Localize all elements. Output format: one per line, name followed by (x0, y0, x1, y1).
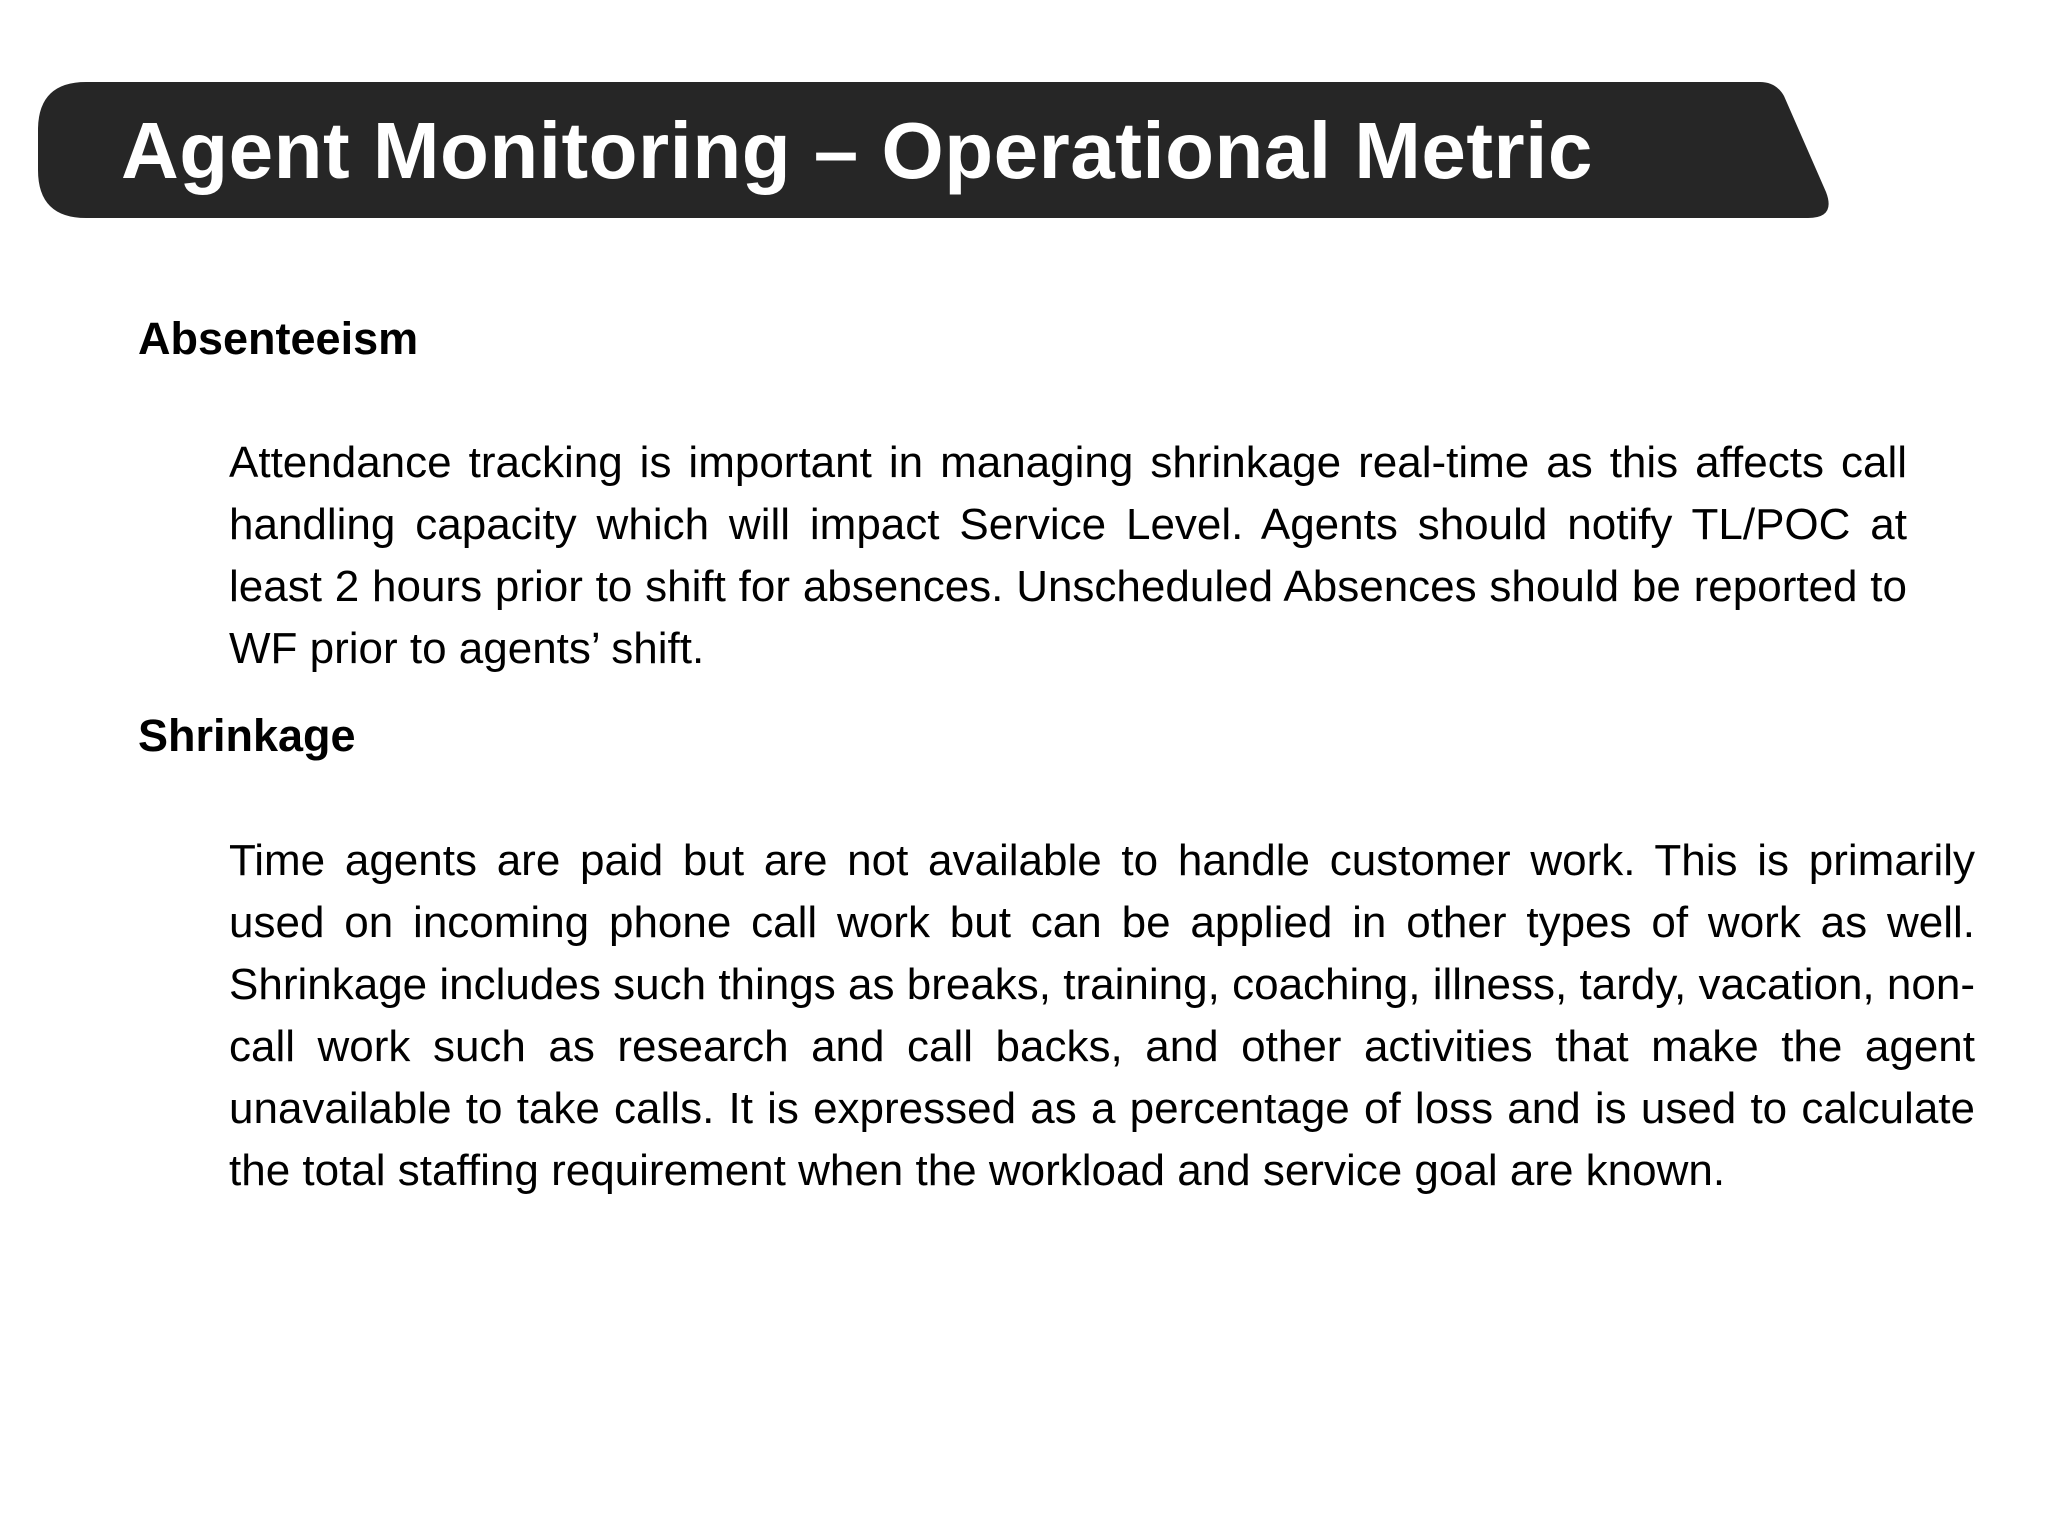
section-heading-absenteeism: Absenteeism (138, 313, 419, 364)
page-title: Agent Monitoring – Operational Metric (121, 106, 1593, 195)
title-banner (38, 82, 1838, 220)
section-body-absenteeism: Attendance tracking is important in managing shrinkage real-time as this affects call handling capacity which will impact Service Level. Agents should notify TL/POC at least 2 hours prior to shift for absences. Unscheduled Absences should be reported to WF prior to agents’ shift. (229, 438, 1907, 673)
section-body-shrinkage: Time agents are paid but are not available to handle customer work. This is primarily used on incoming phone call work but can be applied in other types of work as well. Shrinkage includes such things as breaks, training, coaching, illness, tardy, vacation, non-call work such as research and call backs, and other activities that make the agent unavailable to take calls. It is expressed as a percentage of loss and is used to calculate the total staffing requirement when the workload and service goal are known. (229, 836, 1975, 1195)
section-heading-shrinkage: Shrinkage (138, 710, 356, 761)
